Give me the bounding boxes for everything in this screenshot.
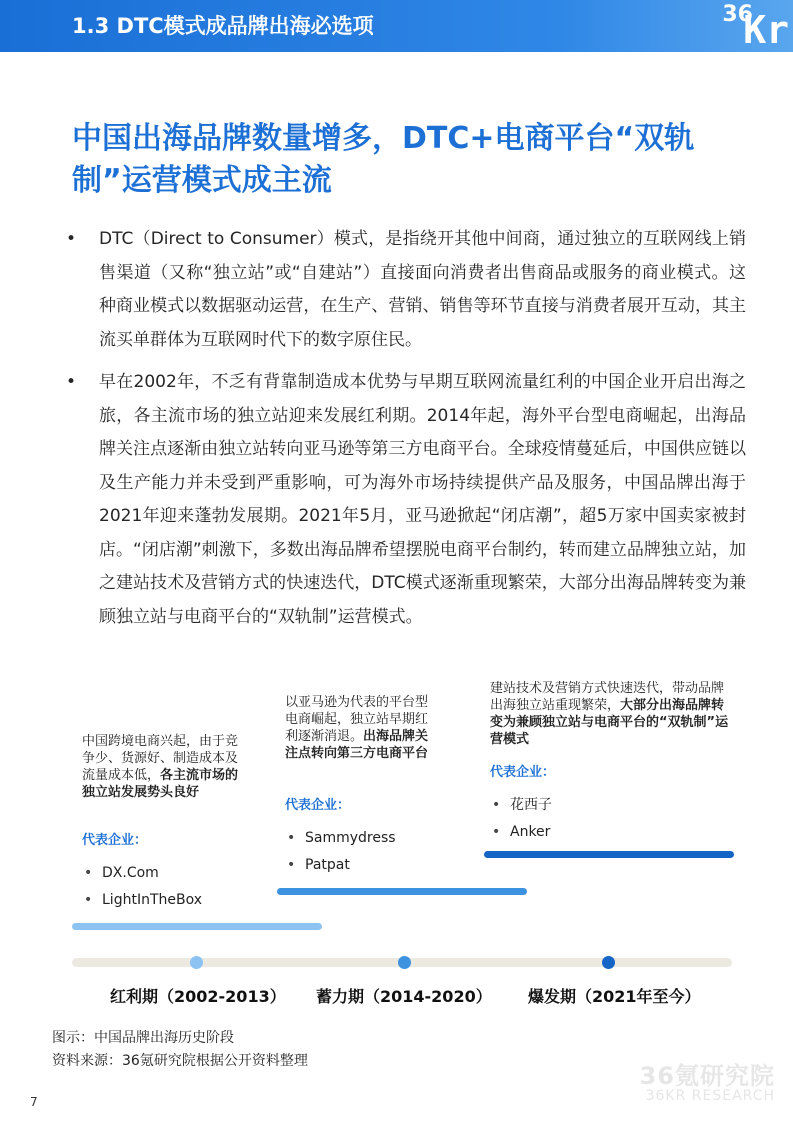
list-item: • DX.Com	[82, 860, 202, 887]
timeline-dot	[398, 956, 411, 969]
bullet-marker: •	[66, 372, 77, 392]
representative-companies	[285, 797, 396, 879]
page-number: 7	[30, 1095, 38, 1109]
phase-desc-normal: 建站技术及营销方式快速迭代，带动品牌出海独立站重现繁荣，	[490, 681, 725, 713]
rep-label: 代表企业：	[285, 798, 351, 813]
36kr-logo	[693, 0, 793, 52]
phase-description	[82, 733, 242, 801]
figure-caption: 图示：中国品牌出海历史阶段	[52, 1030, 234, 1046]
page-headline: 中国出海品牌数量增多，DTC+电商平台“双轨制”运营模式成主流	[72, 121, 695, 198]
watermark-en: 36KR RESEARCH	[645, 1088, 775, 1104]
watermark-cn: 36氪研究院	[639, 1062, 775, 1090]
rep-list	[82, 860, 202, 914]
phase-desc-normal: 以亚马逊为代表的平台型电商崛起，独立站早期红利逐渐消退。	[285, 695, 429, 744]
timeline-dot	[602, 956, 615, 969]
bullet-paragraph	[66, 223, 746, 357]
phase-label: 爆发期（2021年至今）	[528, 987, 701, 1006]
phase-bar	[72, 923, 322, 930]
list-item: • 花西子	[490, 792, 555, 819]
phase-bar	[277, 888, 527, 895]
phase-desc-normal: 中国跨境电商兴起，由于竞争少、货源好、制造成本及流量成本低，	[82, 734, 239, 783]
bullet-text: DTC（Direct to Consumer）模式，是指绕开其他中间商，通过独立的互联网线上销售渠道（又称“独立站”或“自建站”）直接面向消费者出售商品或服务的商业模式。这种商业模式以数据驱动运营，在生产、营销、销售等环节直接与消费者展开互动，其主流买单群体为互联网时代下的数字原住民。	[99, 229, 746, 350]
representative-companies	[82, 832, 202, 914]
rep-list	[490, 792, 555, 846]
section-title: 1.3 DTC模式成品牌出海必选项	[72, 14, 374, 38]
phase-description	[285, 694, 435, 762]
timeline-dot	[190, 956, 203, 969]
phase-label: 红利期（2002-2013）	[110, 987, 286, 1006]
list-item: • LightInTheBox	[82, 887, 202, 914]
bullet-paragraph	[66, 366, 746, 634]
phase-label: 蓄力期（2014-2020）	[316, 987, 492, 1006]
list-item: • Anker	[490, 819, 555, 846]
phase-desc-bold: 各主流市场的独立站发展势头良好	[82, 768, 239, 800]
phase-desc-bold: 大部分出海品牌转变为兼顾独立站与电商平台的“双轨制”运营模式	[490, 698, 729, 747]
phase-desc-bold: 出海品牌关注点转向第三方电商平台	[285, 729, 429, 761]
phase-description	[490, 680, 730, 748]
phase-bar	[484, 851, 734, 858]
header-bar	[0, 0, 793, 52]
logo-kr-text: Kr	[743, 8, 789, 52]
list-item: • Sammydress	[285, 825, 396, 852]
figure-source: 资料来源：36氪研究院根据公开资料整理	[52, 1053, 308, 1069]
rep-label: 代表企业：	[490, 765, 556, 780]
rep-list	[285, 825, 396, 879]
logo-36-text: 36	[722, 2, 753, 27]
rep-label: 代表企业：	[82, 833, 148, 848]
list-item: • Patpat	[285, 852, 396, 879]
representative-companies	[490, 764, 555, 846]
bullet-marker: •	[66, 229, 77, 249]
bullet-text: 早在2002年，不乏有背靠制造成本优势与早期互联网流量红利的中国企业开启出海之旅，各主流市场的独立站迎来发展红利期。2014年起，海外平台型电商崛起，出海品牌关注点逐渐由独立站转向亚马逊等第三方电商平台。全球疫情蔓延后，中国供应链以及生产能力并未受到严重影响，可为海外市场持续提供产品及服务，中国品牌出海于2021年迎来蓬勃发展期。2021年5月，亚马逊掀起“闭店潮”，超5万家中国卖家被封店。“闭店潮”刺激下，多数出海品牌希望摆脱电商平台制约，转而建立品牌独立站，加之建站技术及营销方式的快速迭代，DTC模式逐渐重现繁荣，大部分出海品牌转变为兼顾独立站与电商平台的“双轨制”运营模式。	[99, 372, 746, 627]
